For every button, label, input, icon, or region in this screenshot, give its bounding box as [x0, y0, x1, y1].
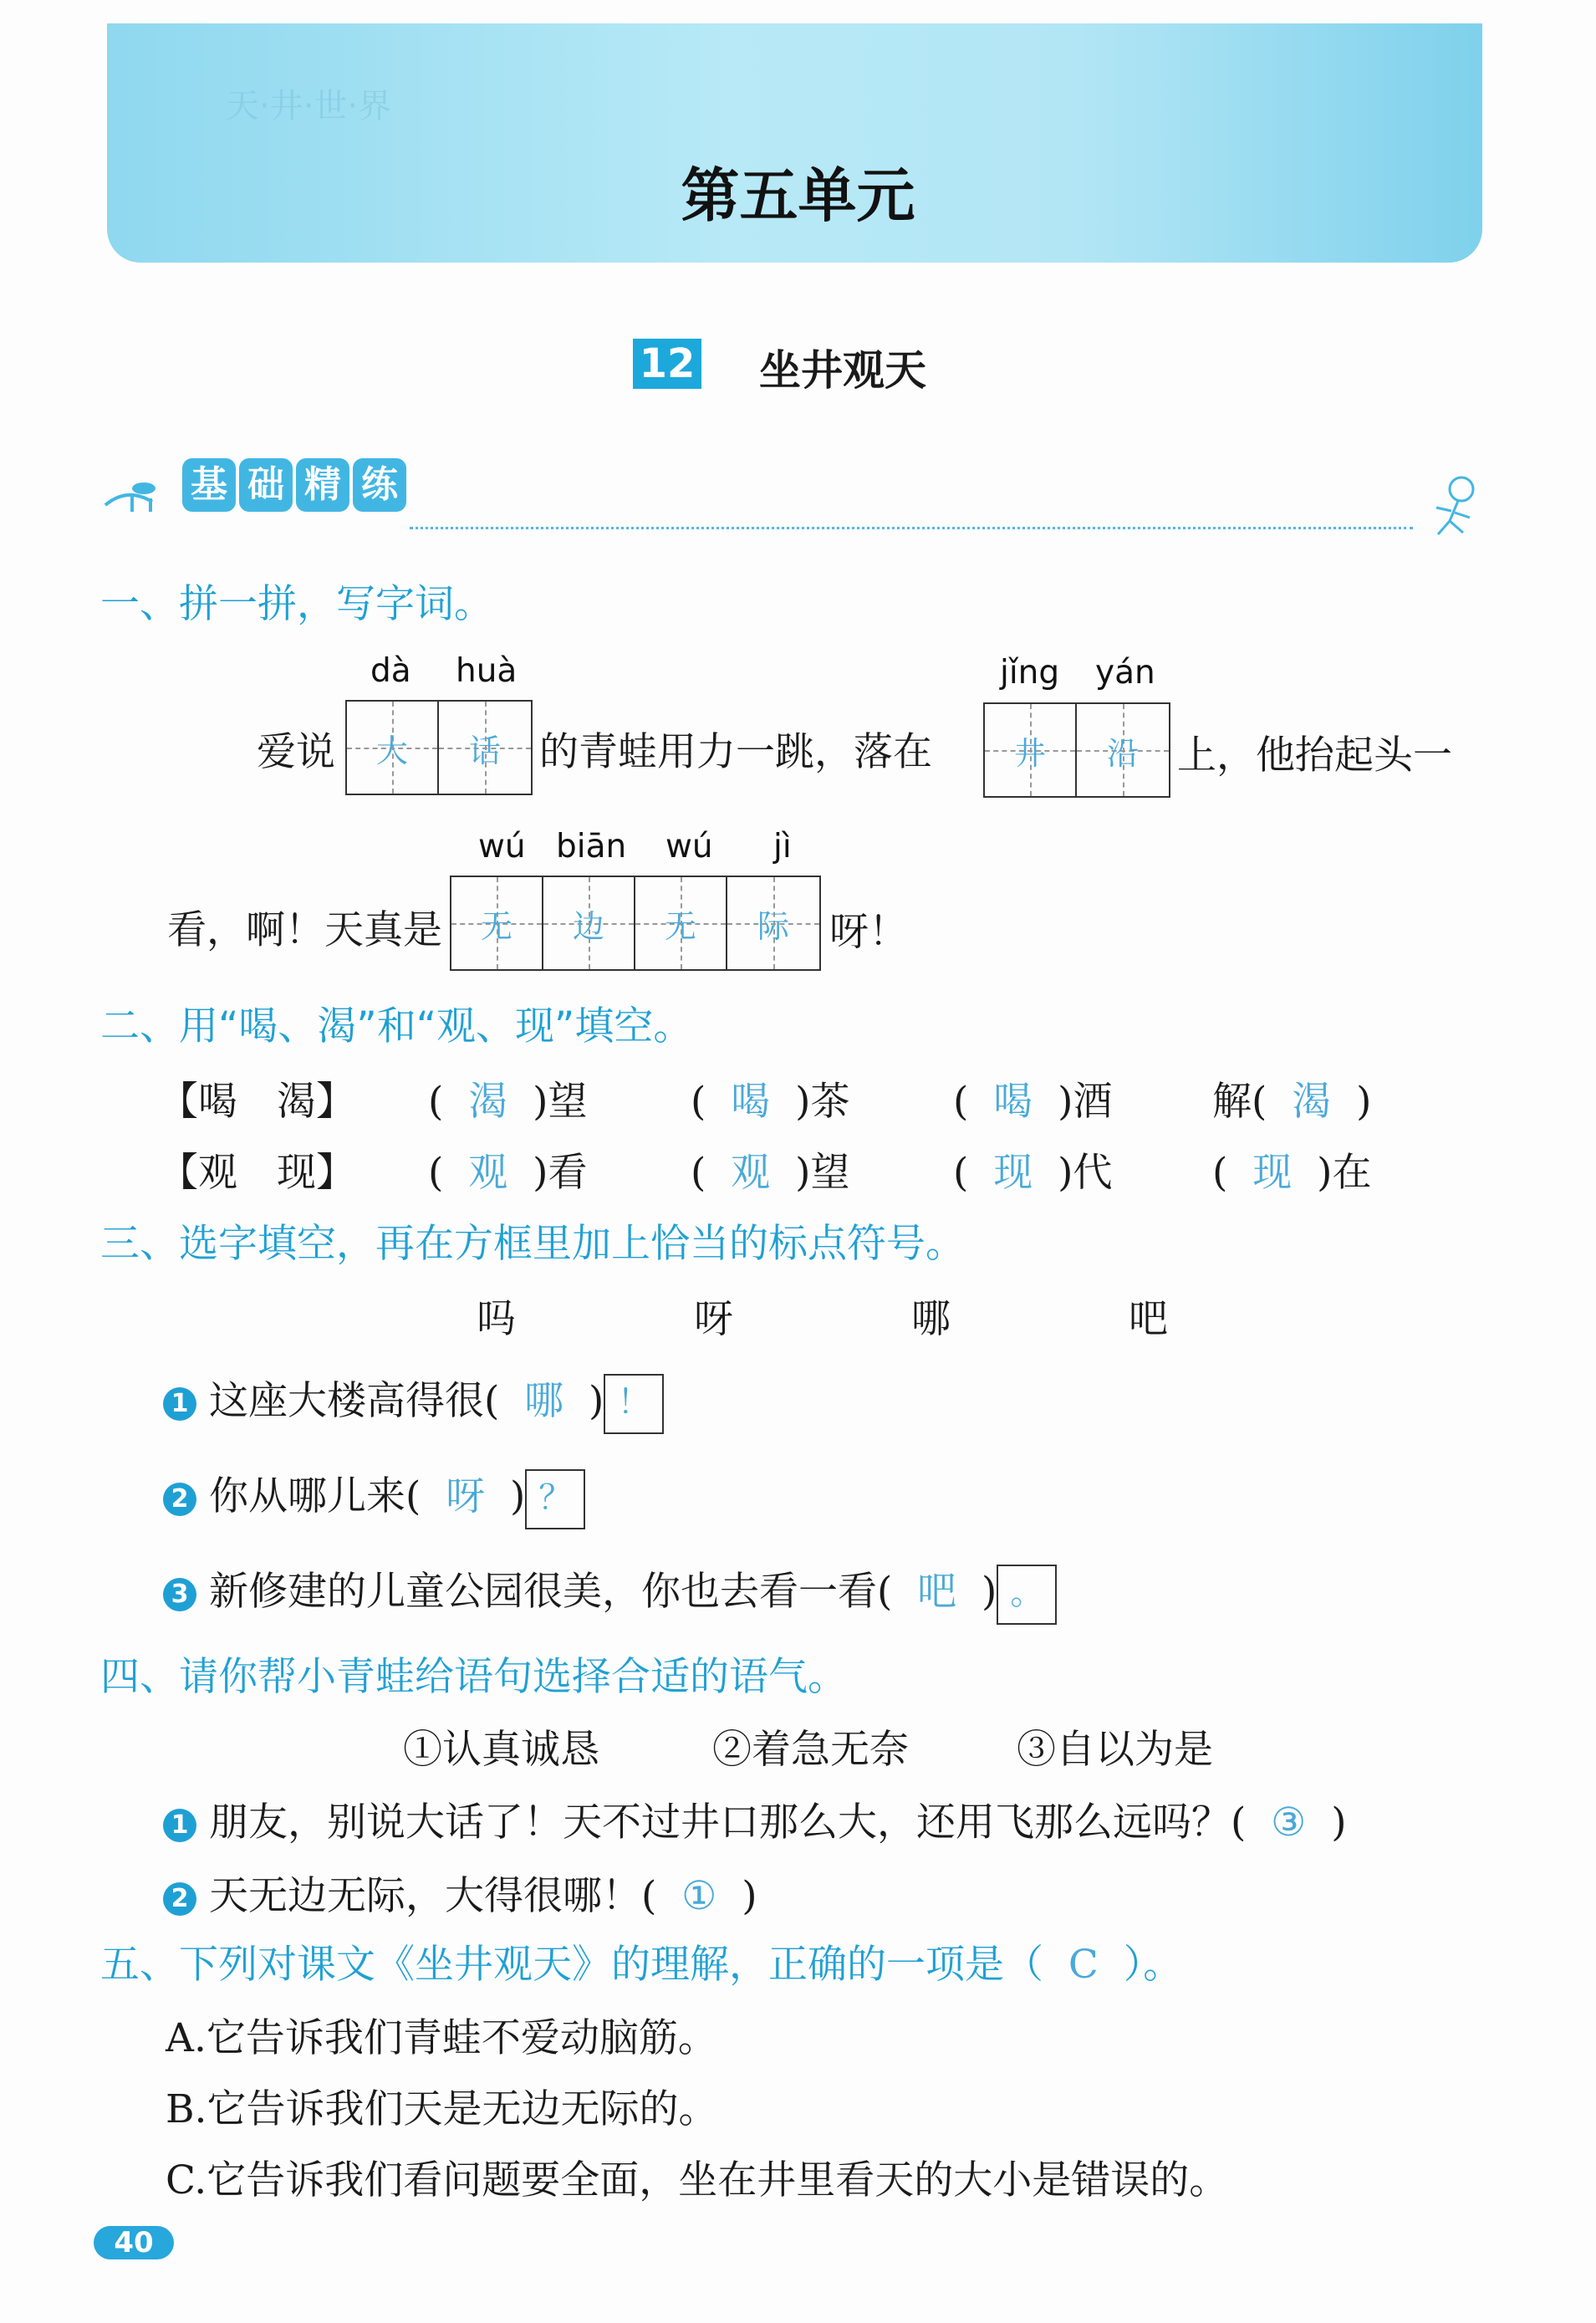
number-badge: 1 [163, 1387, 196, 1421]
question-item: 3 新修建的儿童公园很美，你也去看一看( 吧 ) 。 [163, 1560, 1057, 1625]
practice-badge [182, 458, 406, 512]
answer[interactable]: 喝 [731, 1079, 771, 1125]
question-item: 1 这座大楼高得很( 哪 ) ！ [163, 1370, 664, 1434]
sentence-text: 上，他抬起头一 [1177, 733, 1452, 779]
fill-item: 解( 渴 ) [1212, 1079, 1372, 1125]
option-a: A.它告诉我们青蛙不爱动脑筋。 [166, 2015, 717, 2061]
answer[interactable]: 观 [468, 1150, 508, 1196]
tone-option: ①认真诚恳 [403, 1727, 599, 1773]
sentence-text: 看，啊！天真是 [167, 907, 442, 953]
pinyin: yán [1095, 654, 1155, 692]
row-label: 【喝 渴】 [159, 1079, 355, 1125]
fill-item: ( 观 )望 [691, 1150, 850, 1196]
badge-char: 础 [239, 458, 293, 512]
option-b: B.它告诉我们天是无边无际的。 [166, 2086, 718, 2132]
unit-title: 第五单元 [681, 161, 915, 230]
punct-box[interactable]: 。 [997, 1565, 1057, 1625]
question-item: 1 朋友，别说大话了！天不过井口那么大，还用飞那么远吗？( ③ ) [163, 1791, 1347, 1847]
choice-char: 吗 [477, 1296, 516, 1342]
number-badge: 1 [163, 1809, 196, 1842]
fill-item: ( 渴 )望 [428, 1079, 588, 1125]
answer[interactable]: 渴 [468, 1079, 508, 1125]
page-number: 40 [94, 2226, 174, 2259]
fill-item: ( 喝 )茶 [691, 1079, 850, 1125]
badge-char: 精 [296, 458, 349, 512]
grid-cell[interactable]: 际 [727, 877, 819, 969]
grid-cell[interactable]: 大 [347, 702, 439, 794]
answer[interactable]: 哪 [524, 1378, 564, 1424]
pinyin: jǐng [1000, 654, 1060, 692]
choice-char: 哪 [911, 1296, 951, 1342]
option-c: C.它告诉我们看问题要全面，坐在井里看天的大小是错误的。 [166, 2157, 1229, 2203]
grid-cell[interactable]: 话 [439, 702, 531, 794]
tone-option: ③自以为是 [1017, 1727, 1213, 1773]
question-item: 2 你从哪儿来( 呀 ) ？ [163, 1465, 585, 1529]
section-3-title: 三、选字填空，再在方框里加上恰当的标点符号。 [100, 1221, 965, 1267]
section-divider [410, 527, 1413, 529]
grid-cell[interactable]: 井 [985, 704, 1077, 796]
pinyin: wú [478, 828, 526, 865]
answer[interactable]: ③ [1271, 1800, 1307, 1846]
pinyin: dà [370, 652, 411, 690]
pinyin: jì [773, 828, 792, 865]
number-badge: 3 [163, 1578, 196, 1611]
pinyin: wú [665, 828, 713, 865]
char-grid [983, 702, 1170, 798]
fill-item: ( 喝 )酒 [953, 1079, 1113, 1125]
fill-item: ( 现 )在 [1212, 1150, 1372, 1196]
section-1-title: 一、拼一拼，写字词。 [100, 581, 493, 627]
punct-box[interactable]: ！ [604, 1374, 664, 1434]
fill-item: ( 现 )代 [953, 1150, 1113, 1196]
lesson-title: 坐井观天 [759, 346, 926, 395]
pinyin: huà [456, 652, 518, 690]
grid-cell[interactable]: 无 [635, 877, 727, 969]
badge-char: 练 [353, 458, 406, 512]
row-label: 【观 现】 [159, 1150, 355, 1196]
running-figure-icon [1421, 472, 1488, 543]
sentence-text: 呀！ [829, 909, 908, 955]
answer[interactable]: ① [681, 1873, 717, 1919]
section-5-title: 五、下列对课文《坐井观天》的理解，正确的一项是（ C ）。 [100, 1942, 1183, 1988]
grid-cell[interactable]: 无 [451, 877, 543, 969]
grid-cell[interactable]: 边 [543, 877, 635, 969]
tone-option: ②着急无奈 [712, 1727, 909, 1773]
sprout-icon [102, 480, 182, 517]
sentence-text: 爱说 [257, 729, 335, 775]
answer[interactable]: 现 [993, 1150, 1033, 1196]
answer[interactable]: 吧 [917, 1569, 957, 1615]
section-4-title: 四、请你帮小青蛙给语句选择合适的语气。 [100, 1654, 847, 1700]
section-2-title: 二、用“喝、渴”和“观、现”填空。 [100, 1003, 693, 1049]
fill-item: ( 观 )看 [428, 1150, 588, 1196]
punct-box[interactable]: ？ [525, 1469, 585, 1529]
answer[interactable]: 观 [731, 1150, 771, 1196]
choice-char: 吧 [1129, 1296, 1168, 1342]
sentence-text: 的青蛙用力一跳，落在 [539, 729, 932, 775]
char-grid [450, 876, 821, 971]
banner-ghost-text: 天·井·世·界 [226, 87, 392, 125]
choice-char: 呀 [694, 1296, 733, 1342]
lesson-number: 12 [633, 339, 701, 389]
answer[interactable]: C [1068, 1942, 1099, 1988]
answer[interactable]: 渴 [1292, 1079, 1332, 1125]
pinyin: biān [556, 828, 627, 865]
answer[interactable]: 呀 [446, 1473, 486, 1519]
grid-cell[interactable]: 沿 [1077, 704, 1169, 796]
question-item: 2 天无边无际，大得很哪！( ① ) [163, 1865, 757, 1921]
char-grid [345, 700, 533, 795]
number-badge: 2 [163, 1882, 196, 1916]
badge-char: 基 [182, 458, 236, 512]
number-badge: 2 [163, 1483, 196, 1516]
answer[interactable]: 现 [1252, 1150, 1293, 1196]
answer[interactable]: 喝 [993, 1079, 1033, 1125]
